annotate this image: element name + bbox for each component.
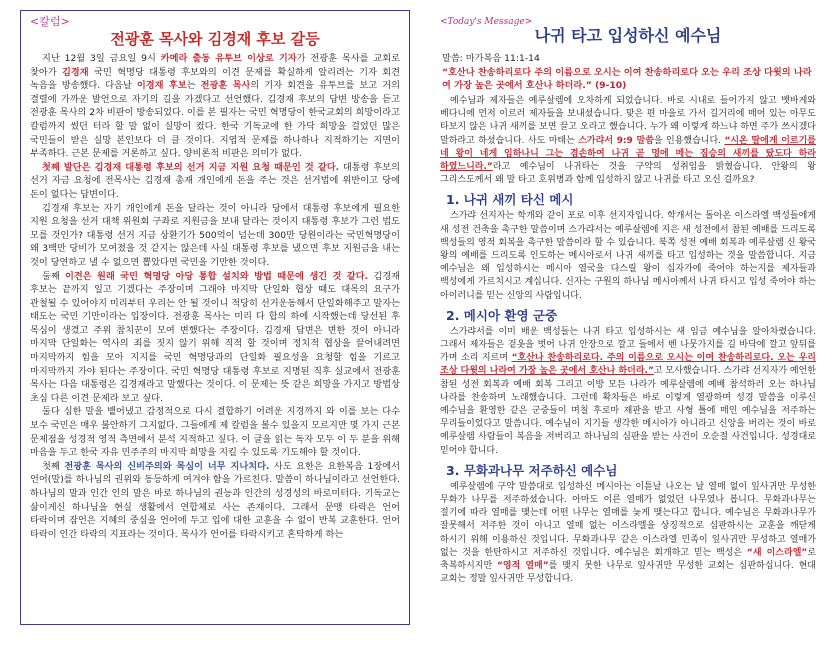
- highlight-red: 이경재 후보: [136, 80, 187, 92]
- highlight-red: 스가랴서 9:9 말씀: [578, 135, 654, 146]
- right-page-sermon: [430, 10, 822, 625]
- text-run: 의 기자 회견을 유투브를 보고 거의 결렬에 가까운 발언으로 자기의 길을 가겠다고 선언했다. 김경재 후보의 답변 방송을 듣고 전광훈 목사의 2차 비판이 방송되었다. 이를 본 필자는 국민 혁명당이 한국교회의 희망이라고 칼럼까지 썼던 터라 할 말 없이 실망이 컸다. 한국 기독교에 한 가닥 희망을 걸었던 많은 국민들이 받은 실망 본인보다 더 클 것이다. 지엽적 문제를 하나하나 지적하기는 지면이 부족하다. 근본 문제를 거론하고 싶다. 양비론적 비판은 의미가 없다.: [30, 80, 401, 160]
- text-run: 국민 혁명당 대통령 후보와의 이견 문제를 확실하게 알리려는 기자 회견 녹음을 방송했다. 다음날: [30, 66, 400, 92]
- section-body: [440, 481, 816, 587]
- sermon-title: 나귀 타고 입성하신 예수님: [534, 26, 722, 45]
- section-body: [440, 326, 816, 458]
- text-run: 가 전광훈 목사를 교회로 찾아가: [30, 53, 400, 78]
- highlight-red: 카메라 출동 유투브 이상로 기자: [160, 53, 297, 64]
- column-paragraph: [30, 460, 400, 542]
- column-paragraph: [30, 52, 400, 161]
- section-body: [440, 210, 816, 302]
- text-run: 예수님과 제자들은 예루살렘에 오차하게 되었습니다. 바로 시내로 들어가지 않고 뱃바게와 베다니에 먼저 이르러 제자들을 보내셨습니다. 맞은 편 마을로 가서 길거리에 매어 있는 아무도 타보지 않은 나귀 새끼를 보면 끌고 오라고 했습니다. 누가 왜 이렇게 하느냐 하면 주가 쓰시겠다 말하라고 하셨습니다. 사도 마태는: [440, 96, 816, 146]
- section-heading: 1. 나귀 새끼 타신 메시: [446, 192, 574, 208]
- highlight-red: “영적 열매”: [496, 561, 549, 572]
- sermon-intro: [440, 95, 816, 187]
- scripture-reference: 말씀: 마가복음 11:1-14: [442, 53, 540, 64]
- column-paragraph: [30, 270, 400, 406]
- column-paragraph: [30, 161, 400, 202]
- text-run: 고 모사했습니다. 스가랴 선지자가 예언한 참된 성전 회복과 예배 회복 그리고 이방 모든 나라가 예루살렘에 예배 참석하러 오는 하나님 나라를 찬송하며 노래했습니다. 그런데 확차들은 바로 이렇게 열광하며 성경 말씀을 이루신 예수님을 환영한 같은 군중들이 며칠 후로마 재판을 받고 사형 틀에 매인 예수님을 저주하는 무리들이었다고 말씀니다. 예수님이 지기들 생각한 메시아가 아니라고 신앙을 버리는 것이 바로 예루살렘 사람들이 복음을 저버리고 하나님의 심판을 받는 사건이 오순절 사건입니다. 성경대로 믿어야 합니다.: [440, 366, 816, 456]
- boxed-quote: “호산나 찬송하리로다. 주의 이름으로 오시는 이여 찬송하리로다. 오는 우리 조상 다윗의 나라여 가장 높은 곳에서 호산나 하더라.”: [440, 353, 816, 377]
- left-page-column: [20, 10, 410, 625]
- text-run: 는: [186, 80, 201, 92]
- text-run: 첫째: [42, 460, 65, 472]
- sermon-sections: [440, 191, 816, 586]
- section-heading: 3. 무화과나무 저주하신 예수님: [446, 462, 618, 478]
- boxed-quote: “시온 딸에게 이르기를 네 왕이 네게 임하나니 그는 겸손하여 나귀 곧 멍에 메는 짐승의 새끼를 탔도다 하라 하였느니라.”: [440, 135, 816, 173]
- highlight-red: 전광훈 목사: [200, 80, 251, 92]
- column-title: 전광훈 목사와 김경재 후보 갈등: [110, 30, 320, 48]
- text-run: 예루살렘에 구약 말씀대로 입성하신 메시아는 이튿날 나오는 날 열매 없이 잎사귀만 무성한 무화가 나무를 저주하셨습니다. 아마도 이른 열매가 없었던 나무였나 봅니다. 무화과나무는 절기에 따라 열매를 맺는데 어떤 나무는 열매를 늦게 맺는다고 합니다. 예수님은 무화과나무가 잘못해서 저주한 것이 아니고 열매 없는 이스라엘을 상징적으로 심판하시는 교훈을 깨닫게 하시기 위해 이용하신 것입니다. 무화과나무 같은 이스라엘 민족이 잎사귀만 무성하고 열매가 없는 것을 한탄하시고 저주하신 것입니다. 예수님은 회개하고 믿는 백성은: [440, 481, 816, 558]
- highlight-red: 첫째 발단은 김경재 대통령 후보의 선거 지금 지원 요청 때문인 것 같다.: [42, 161, 340, 173]
- text-run: 둘째: [42, 270, 65, 282]
- text-run: 스가랴서를 이미 배운 백성들는 나귀 타고 입성하시는 새 임금 예수님을 알아차렸습니다. 그래서 제자들은 겉옷을 벗어 나귀 안장으로 깔고 들에서 벤 나뭇가지를 길 바닥에 깔고 앞뒤를 가며 소리 지르며: [440, 326, 816, 364]
- text-run: 사도 요한은 요한복음 1장에서 언어(말)를 하나님의 권위와 동등하게 여겨야 함을 가르친다. 말씀이 하나님이라고 선언한다. 하나님의 말과 인간 인의 말은 바로 하나님의 권능과 인간의 성경성의 바로미터다. 기독교는 삶이게신 하나님을 현실 생활에서 연합체로 사는 존재이다. 그래서 문맹 타락은 언어 타락이며 잠언은 지혜의 중심을 언어에 두고 입에 대한 교훈을 수 없이 반복 교훈한다. 언어 타락이 인간 타락의 지표라는 것이다. 목사가 언어를 타락시키고 혼탁하게 하는: [30, 460, 401, 540]
- text-run: 을 인용했습니다.: [653, 135, 725, 146]
- text-run: 김경재 후보는 끝까지 일고 기겠다는 주장이며 그래야 마지막 단일화 협상 때도 대목의 요구가 관철될 수 있어야지 미리부터 우리는 안 될 것이니 적당히 선거운동해서 단일화해주고 말자는 태도는 국민 기만이라는 입장이다. 전광훈 목사는 미리 다 합의 하에 시작했는데 당선된 후 목심이 생겼고 주위 참치꾼이 모여 변했다는 주장이다. 김경재 답변은 변한 것이 아니라 마지막 단일화는 역사의 죄를 짓지 않기 위해 직적 할 것이며 정치적 협상을 끌어내려면 마지막까지 힘을 모아 지지를 국민 혁명당과의 단일화 필요성을 요청할 힘을 기르고 마지막까지 가야 된다는 주장이다. 국민 혁명당 대통령 후보로 지명된 직후 실교에서 전광훈 목사는 다음 대통령은 김경재라고 말했다는 것이다. 이 문제는 뜻 같은 희망을 가지고 방법상 초심 다른 이견 문제라 보고 싶다.: [30, 270, 401, 404]
- section-heading: 2. 메시아 환영 군중: [446, 307, 558, 323]
- column-paragraph: [30, 405, 400, 459]
- text-run: 지난 12월 3일 금요일 9시: [42, 53, 161, 64]
- text-run: 를 맺지 못한 나무로 잎사귀만 무성한 교회는 심판하십니다. 현대 교회는 정말 잎사귀만 무성합니다.: [440, 561, 816, 585]
- highlight-red: 김경재: [62, 66, 89, 78]
- text-run: 김경재 후보는 자기 개인에게 돈을 달라는 것이 아니라 당에서 대통령 후보에게 필요한 지원 요청을 선거 대책 위원회 구좌로 지원금을 보내 달라는 것이지 대통령 후보가 그런 법도 모를 것인가? 대통령 선거 지금 상환기가 500억이 넘는데 300만 당원이라는 국민혁명당이 왜 3백만 당비가 모여졌을 것 같지는 않은데 사실 대통령 후보를 냈으면 후보 지원금을 내는 것이 당연하고 낼 수 없으면 뽑았다면 국민을 기만한 것이다.: [30, 202, 400, 268]
- column-body: [30, 52, 400, 541]
- highlight-red: 이견은 원래 국민 혁명당 아당 통합 설치와 방법 때문에 생긴 것 같다.: [64, 270, 369, 282]
- highlight-red: “새 이스라엘”: [746, 547, 808, 558]
- column-tag: <칼럼>: [30, 15, 70, 28]
- text-run: 라고 예수님이 나귀타는 것을 구약의 성취임을 밝혔습니다. 안왕의 왕 그리스도께서 왜 말 타고 호위병과 함께 입성하지 않고 나귀를 타고 오신 걸까요?: [440, 162, 816, 186]
- highlight-blue: 전광훈 목사의 신비주의와 목심이 너무 지나치다.: [64, 460, 270, 472]
- text-run: 스가랴 선지자는 학개와 같이 포로 이후 선지자입니다. 학개서는 돌아온 이스라엘 백성들에게 새 성전 건축을 촉구한 말씀이며 스가랴서는 예루살렘에 지은 새 성전에서 참된 예배를 드리도록 백성들의 영적 회복을 촉구한 말씀이라 할 수 있습니다. 북쪽 성전 예배 회복과 예루살렘 신 왕국 왕의 예배를 드리도록 인도하는 메시아로서 나귀 새끼를 타고 입성하는 것을 말씀합니다. 지금 예수님은 왜 입성하시는 메시아 열국을 다스릴 왕이 십자가에 죽어야 하는지를 제자들과 백성에게 가르치시고 계십니다. 신자는 구원의 하나님 메시아께서 나귀 타시고 입성 죽어야 하는 아이러니를 믿는 신앙의 사람입니다.: [440, 211, 816, 301]
- text-run: 로 축복하시지만: [440, 547, 817, 572]
- column-paragraph: [30, 202, 400, 270]
- text-run: 둘다 심한 말을 뱉어냈고 감정적으로 다시 결합하기 어려운 지경까지 와 이를 보는 다수 보수 국민은 매우 불안하기 그지없다. 그들에게 제 칼럼을 볼수 있을지 모르지만 몇 가지 근본 문제점을 성경적 영적 측면에서 분석 지적하고 싶다. 이 글을 읽는 독자 모두 이 두 분을 위해 마음을 두고 한국 자유 민주주의 마지막 희망을 지킬 수 있도록 기도해야 할 것이다.: [30, 406, 400, 459]
- text-run: 대통령 후보의 선거 자금 요청에 전목사는 김경재 총재 개인에게 돈을 주는 것은 선거법에 위반이고 당에 돈이 없다는 답변이다.: [30, 161, 400, 200]
- lead-quote: “호산나 찬송하리로다 주의 이름으로 오시는 이여 찬송하리로다 오는 우리 조상 다윗의 나라여 가장 높은 곳에서 호산나 하더라.” (9-10): [442, 67, 812, 91]
- sermon-tag: <Today's Message>: [440, 17, 533, 27]
